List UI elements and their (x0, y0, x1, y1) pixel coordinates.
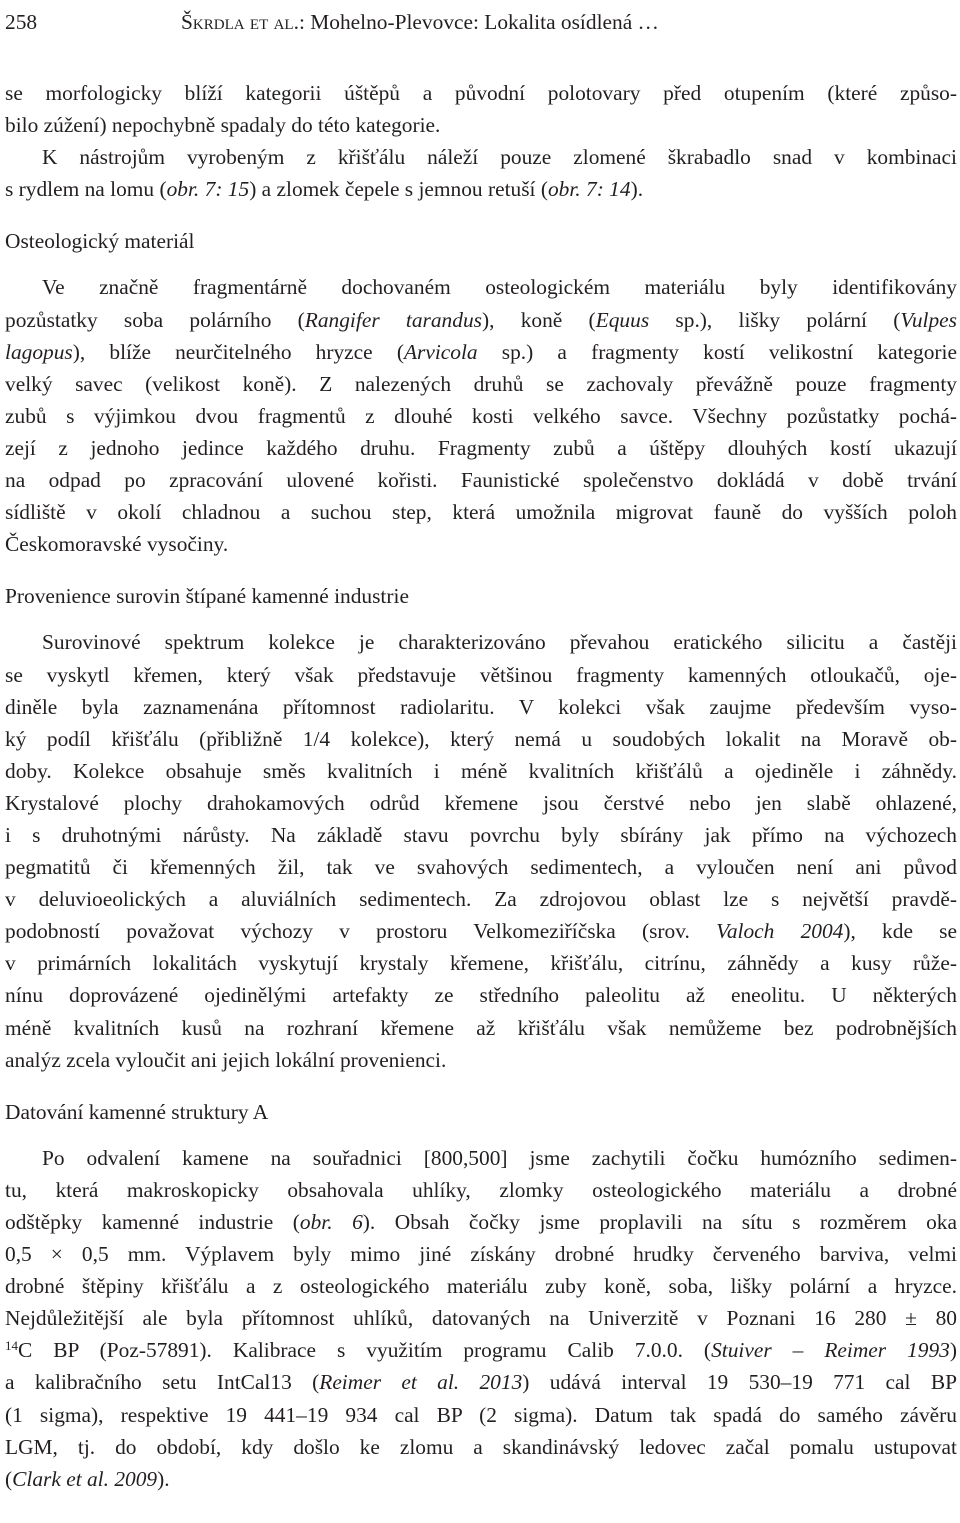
text-line: méně kvalitních kusů na rozhraní křemene až křišťálu však nemůžeme bez podrobnějších (5, 1015, 957, 1040)
dating-paragraph (5, 1142, 957, 1495)
section-heading-dating: Datování kamenné struktury A (5, 1099, 269, 1124)
provenience-paragraph (5, 626, 957, 1075)
page (5, 0, 957, 1495)
text-line: $^{14}$C BP (Poz-57891). Kalibrace s využitím programu Calib 7.0.0. (Stuiver – Reimer 1993) (5, 1338, 957, 1363)
text-line: pozůstatky soba polárního (Rangifer tarandus), koně (Equus sp.), lišky polární (Vulpes (5, 307, 957, 332)
running-title-authors: Škrdla et al. (181, 10, 299, 34)
text-line: (Clark et al. 2009). (5, 1466, 170, 1491)
text-line: i s druhotnými nárůsty. Na základě stavu povrchu byly sbírány jak přímo na výchozech (5, 822, 957, 847)
citation: Reimer et al. 2013 (319, 1370, 523, 1395)
section-heading-osteology: Osteologický materiál (5, 229, 195, 254)
text-line: tu, která makroskopicky obsahovala uhlíky, zlomky osteologického materiálu a drobné (5, 1177, 957, 1202)
text-line: Ve značně fragmentárně dochovaném osteologickém materiálu byly identifikovány (42, 275, 957, 300)
text-line: a kalibračního setu IntCal13 (Reimer et al. 2013) udává interval 19 530–19 771 cal BP (5, 1370, 957, 1395)
running-title-text: : Mohelno-Plevovce: Lokalita osídlená … (298, 10, 659, 34)
text-line: Krystalové plochy drahokamových odrůd křemene jsou čerstvé nebo jen slabě ohlazené, (5, 790, 957, 815)
citation: Stuiver – Reimer 1993 (711, 1338, 950, 1363)
text-line: doby. Kolekce obsahuje směs kvalitních i méně kvalitních křišťálů a ojediněle i záhnědy. (5, 758, 957, 783)
isotope-superscript: 14 (5, 1338, 18, 1354)
text-line: 0,5 × 0,5 mm. Výplavem byly mimo jiné získány drobné hrudky červeného barviva, velmi (5, 1242, 957, 1267)
text-line: zejí z jednoho jedince každého druhu. Fragmenty zubů a úštěpy dlouhých kostí ukazují (5, 435, 957, 460)
text-line: s rydlem na lomu (obr. 7: 15) a zlomek čepele s jemnou retuší (obr. 7: 14). (5, 177, 644, 202)
text-line: podobností považovat výchozy v prostoru Velkomeziříčska (srov. Valoch 2004), kde se (5, 919, 957, 944)
text-line: na odpad po zpracování ulovené kořisti. Faunistické společenstvo dokládá v době trvání (5, 468, 957, 493)
intro-paragraph (5, 77, 957, 205)
taxon-name: Vulpes (900, 307, 957, 332)
text-line: odštěpky kamenné industrie (obr. 6). Obsah čočky jsme proplavili na sítu s rozměrem oka (5, 1210, 958, 1234)
text-line: nínu doprovázené ojedinělými artefakty ze středního paleolitu až eneolitu. U některých (5, 983, 957, 1008)
text-line: bilo zúžení) nepochybně spadaly do této kategorie. (5, 113, 441, 138)
text-line: (1 sigma), respektive 19 441–19 934 cal BP (2 sigma). Datum tak spadá do samého závěru (5, 1402, 957, 1427)
page-number: 258 (5, 10, 38, 34)
text-line: diněle byla zaznamenána přítomnost radiolaritu. V kolekci však zaujme především vyso- (5, 694, 957, 719)
text-line: se morfologicky blíží kategorii úštěpů a původní polotovary před otupením (které způso- (5, 81, 957, 105)
figure-reference: obr. 7: 14 (547, 177, 631, 202)
figure-reference: obr. 6 (299, 1210, 363, 1234)
text-line: LGM, tj. do období, kdy došlo ke zlomu a skandinávský ledovec začal pomalu ustupovat (5, 1434, 957, 1459)
text-line: Po odvalení kamene na souřadnici [800,500] jsme zachytili čočku humózního sedimen- (42, 1145, 957, 1170)
text-line: ký podíl křišťálu (přibližně 1/4 kolekce), který nemá u soudobých lokalit na Moravě ob- (5, 726, 957, 751)
text-line: v deluvioeolických a aluviálních sedimentech. Za zdrojovou oblast lze s největší pravdě- (5, 887, 957, 912)
taxon-name: Equus (595, 307, 650, 332)
text-line: K nástrojům vyrobeným z křišťálu náleží pouze zlomené škrabadlo snad v kombinaci (42, 145, 957, 170)
text-line: drobné štěpiny křišťálu a z osteologického materiálu zuby koně, soba, lišky polární a hryzce. (5, 1274, 957, 1299)
taxon-name: Arvicola (403, 339, 478, 364)
citation: Valoch 2004 (716, 919, 844, 944)
text-line: velký savec (velikost koně). Z nalezených druhů se zachovaly převážně pouze fragmenty (5, 371, 957, 396)
text-line: analýz zcela vyloučit ani jejich lokální provenienci. (5, 1047, 447, 1072)
text-line: Českomoravské vysočiny. (5, 532, 229, 557)
text-line: Nejdůležitější ale byla přítomnost uhlíků, datovaných na Univerzitě v Poznani 16 280 ± 80 (5, 1306, 957, 1331)
section-heading-provenience: Provenience surovin štípané kamenné industrie (5, 584, 409, 609)
text-line: pegmatitů či křemenných žil, tak ve svahových sedimentech, a vyloučen není ani původ (5, 855, 957, 880)
figure-reference: obr. 7: 15 (166, 177, 250, 202)
text-line: se vyskytl křemen, který však představuje většinou fragmenty kamenných otloukačů, oje- (5, 662, 957, 687)
osteology-paragraph (5, 271, 957, 560)
text-line: lagopus), blíže neurčitelného hryzce (Arvicola sp.) a fragmenty kostí velikostní kategorie (5, 339, 957, 364)
taxon-name: lagopus (5, 339, 73, 364)
citation: Clark et al. 2009 (12, 1466, 158, 1491)
text-line: Surovinové spektrum kolekce je charakterizováno převahou eratického silicitu a častěji (42, 630, 957, 655)
text-line: sídliště v okolí chladnou a suchou step, která umožnila migrovat fauně do vyšších poloh (5, 500, 957, 525)
running-header (5, 6, 957, 42)
taxon-name: Rangifer tarandus (304, 307, 482, 332)
running-title (181, 6, 659, 38)
text-line: v primárních lokalitách vyskytují krystaly křemene, křišťálu, citrínu, záhnědy a kusy růže- (5, 951, 957, 976)
text-line: zubů s výjimkou dvou fragmentů z dlouhé kosti velkého savce. Všechny pozůstatky pochá- (5, 403, 957, 428)
